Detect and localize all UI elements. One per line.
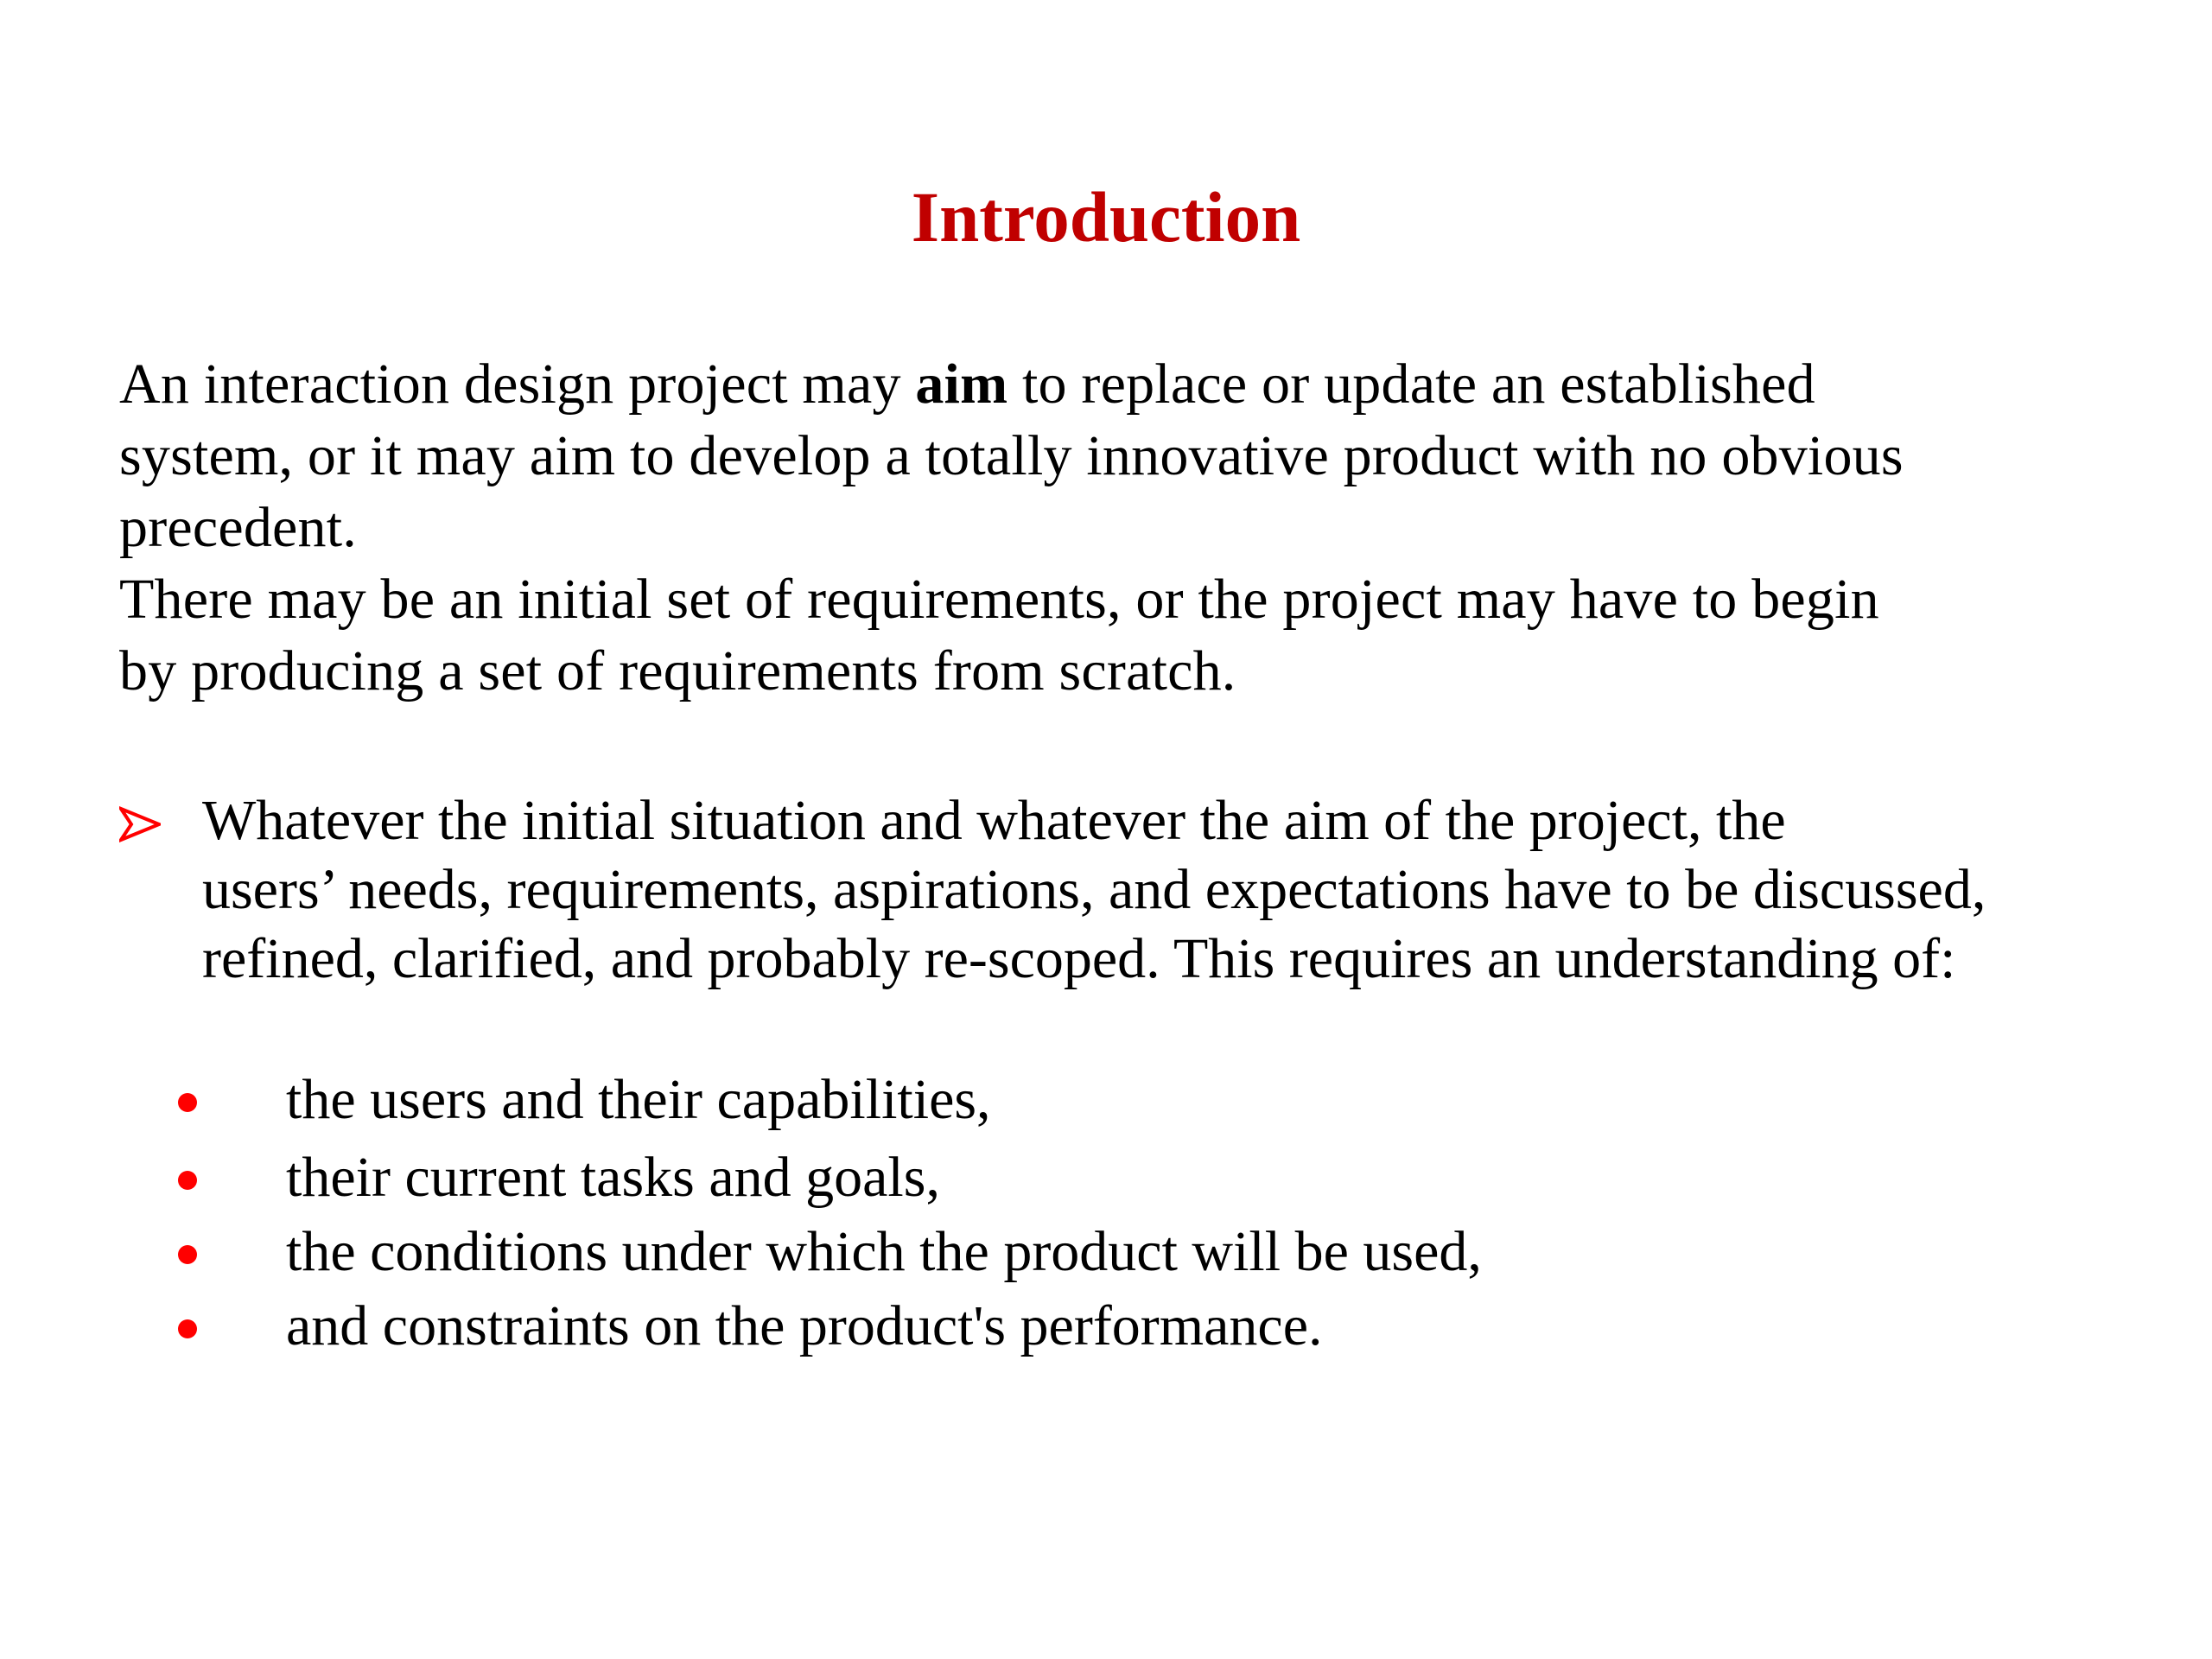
- intro-line-2: system, or it may aim to develop a totally innovative product with no obvious: [119, 424, 1904, 487]
- list-item: [0, 1063, 2212, 1137]
- intro-bold-word: aim: [915, 353, 1008, 416]
- list-item-text: and constraints on the product's performance.: [286, 1294, 1323, 1357]
- list-item-text: their current tasks and goals,: [286, 1146, 940, 1209]
- arrow-point-line-1: Whatever the initial situation and whatever the aim of the project, the: [202, 789, 1786, 852]
- dot-bullet-icon: [178, 1093, 197, 1112]
- intro-line-4: There may be an initial set of requirements, or the project may have to begin: [119, 568, 1879, 631]
- intro-line-1-start: An interaction design project may: [119, 353, 916, 416]
- arrow-point-line-2: users’ needs, requirements, aspirations, and expectations have to be discussed,: [202, 858, 1986, 921]
- arrow-point-text: [202, 786, 2190, 994]
- arrow-bullet-icon: [119, 804, 161, 845]
- dot-bullet-icon: [178, 1171, 197, 1190]
- intro-line-5: by producing a set of requirements from scratch.: [119, 639, 1236, 702]
- dot-bullet-icon: [178, 1319, 197, 1338]
- list-item: [0, 1289, 2212, 1363]
- list-item: [0, 1141, 2212, 1215]
- intro-paragraph: [119, 348, 2133, 707]
- arrow-point-line-3: refined, clarified, and probably re-scoped. This requires an understanding of:: [202, 927, 1956, 990]
- list-item-text: the users and their capabilities,: [286, 1068, 991, 1131]
- intro-line-1: [119, 348, 2133, 420]
- slide-title: Introduction: [911, 177, 1301, 257]
- intro-line-3: precedent.: [119, 496, 357, 559]
- dot-bullet-icon: [178, 1245, 197, 1264]
- list-item-text: the conditions under which the product will be used,: [286, 1220, 1482, 1283]
- list-item: [0, 1215, 2212, 1289]
- intro-line-1-end: to replace or update an established: [1007, 353, 1815, 416]
